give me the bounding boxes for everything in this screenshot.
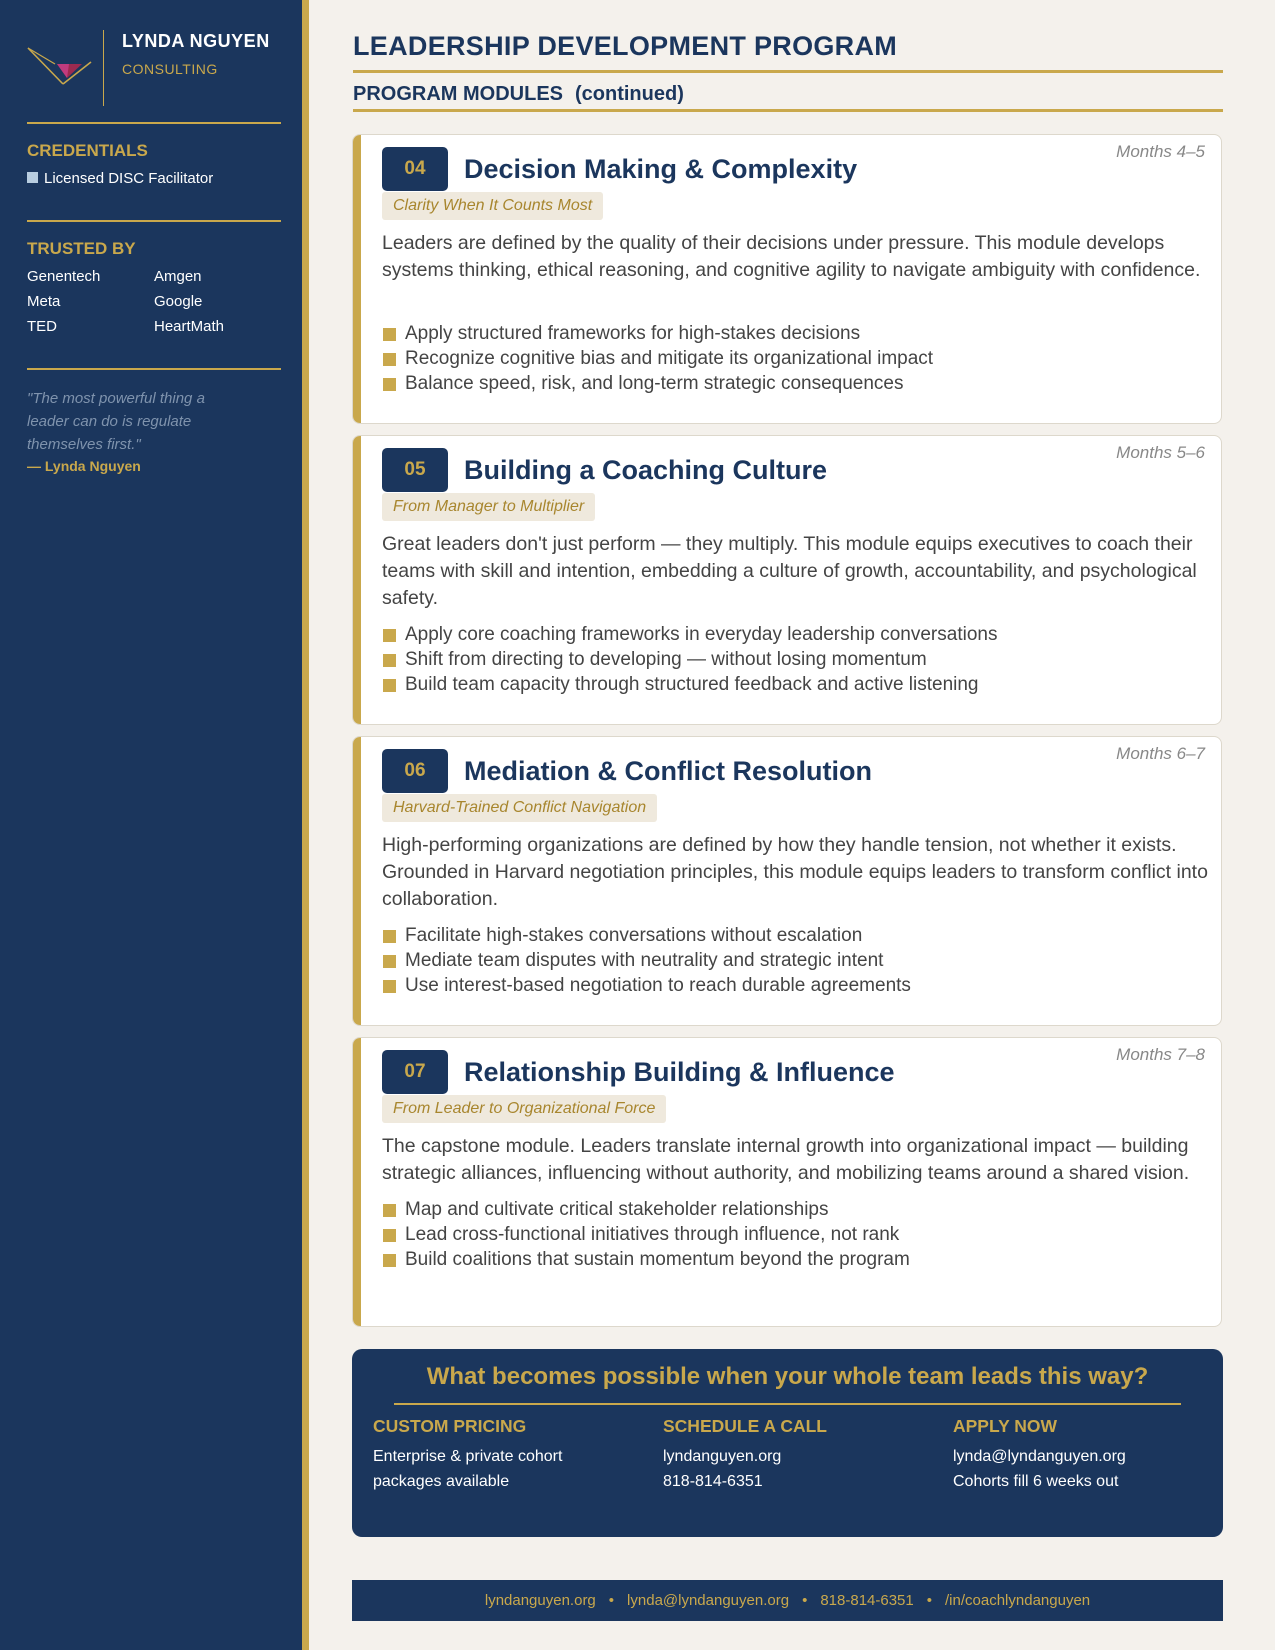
cta-column-heading: SCHEDULE A CALL — [663, 1416, 827, 1436]
module-description: The capstone module. Leaders translate internal growth into organizational impact — building strategic alliances, influencing without authority, and mobilizing teams around a shared vision. — [382, 1135, 1190, 1184]
module-number-badge: 05 — [382, 448, 448, 492]
client-name: Google — [154, 293, 203, 310]
module-number-badge: 07 — [382, 1050, 448, 1094]
bullet-text: Lead cross-functional initiatives through influence, not rank — [405, 1224, 900, 1245]
module-title: Relationship Building & Influence — [464, 1057, 895, 1087]
module-card — [352, 736, 1222, 1026]
square-bullet-icon — [383, 1229, 396, 1242]
bullet-text: Balance speed, risk, and long-term strategic consequences — [405, 373, 904, 394]
sidebar — [0, 0, 302, 1650]
cta-column-pricing — [373, 1416, 633, 1494]
sidebar-quote: "The most powerful thing a leader can do is regulate themselves first." — [27, 390, 205, 453]
square-bullet-icon — [383, 930, 396, 943]
bullet-text: Map and cultivate critical stakeholder relationships — [405, 1199, 829, 1220]
module-card — [352, 134, 1222, 424]
cta-line: packages available — [373, 1473, 510, 1490]
list-item — [382, 923, 1208, 948]
module-months: Months 4–5 — [1116, 142, 1205, 161]
sidebar-divider — [27, 122, 281, 124]
bullet-text: Use interest-based negotiation to reach durable agreements — [405, 975, 911, 996]
module-card — [352, 1037, 1222, 1327]
section-rule — [353, 109, 1223, 112]
logo-mark-icon — [27, 44, 93, 90]
brand-name: LYNDA NGUYEN — [122, 31, 270, 51]
footer-email-link[interactable]: lynda@lyndanguyen.org — [627, 1592, 790, 1609]
list-item — [382, 1197, 1208, 1222]
module-title: Decision Making & Complexity — [464, 154, 858, 184]
module-number-badge: 04 — [382, 147, 448, 191]
cta-column-heading: CUSTOM PRICING — [373, 1416, 527, 1436]
cta-column-heading: APPLY NOW — [953, 1416, 1058, 1436]
cta-line: Cohorts fill 6 weeks out — [953, 1473, 1119, 1490]
bullet-text: Shift from directing to developing — without losing momentum — [405, 649, 927, 670]
phone-link[interactable]: 818-814-6351 — [663, 1473, 763, 1490]
square-bullet-icon — [383, 629, 396, 642]
module-bullet-list — [382, 1197, 1208, 1272]
cta-line: Enterprise & private cohort — [373, 1448, 563, 1465]
square-bullet-icon — [383, 679, 396, 692]
list-item — [382, 622, 1208, 647]
bullet-text: Build coalitions that sustain momentum beyond the program — [405, 1249, 910, 1270]
module-bullet-list — [382, 321, 1208, 396]
footer-linkedin-link[interactable]: /in/coachlyndanguyen — [945, 1592, 1091, 1609]
square-bullet-icon — [383, 1204, 396, 1217]
trusted-by-heading: TRUSTED BY — [27, 239, 136, 258]
cta-heading: What becomes possible when your whole team leads this way? — [426, 1363, 1149, 1390]
cta-column-apply — [953, 1416, 1213, 1494]
bullet-text: Facilitate high-stakes conversations without escalation — [405, 925, 863, 946]
list-item — [382, 1247, 1208, 1272]
module-months: Months 7–8 — [1116, 1045, 1205, 1064]
module-description: Leaders are defined by the quality of their decisions under pressure. This module develops systems thinking, ethical reasoning, and cognitive agility to navigate ambiguity with confidence. — [382, 232, 1201, 281]
module-bullet-list — [382, 923, 1208, 998]
list-item — [382, 1222, 1208, 1247]
bullet-text: Apply core coaching frameworks in everyday leadership conversations — [405, 624, 998, 645]
section-note: (continued) — [575, 83, 684, 105]
square-bullet-icon — [383, 328, 396, 341]
title-rule — [353, 70, 1223, 73]
client-name: Genentech — [27, 268, 101, 285]
email-link[interactable]: lynda@lyndanguyen.org — [953, 1448, 1126, 1465]
brand-divider — [103, 30, 104, 106]
website-link[interactable]: lyndanguyen.org — [663, 1448, 782, 1465]
footer-phone-link[interactable]: 818-814-6351 — [820, 1592, 914, 1609]
module-accent-bar — [353, 737, 361, 1025]
module-card — [352, 435, 1222, 725]
sidebar-divider — [27, 368, 281, 370]
module-accent-bar — [353, 436, 361, 724]
bullet-text: Apply structured frameworks for high-stakes decisions — [405, 323, 861, 344]
module-number-badge: 06 — [382, 749, 448, 793]
list-item — [382, 672, 1208, 697]
brand-subtitle: CONSULTING — [122, 61, 218, 77]
client-name: Amgen — [154, 268, 202, 285]
square-bullet-icon — [383, 378, 396, 391]
module-months: Months 5–6 — [1116, 443, 1205, 462]
section-title — [353, 83, 684, 106]
client-name: Meta — [27, 293, 61, 310]
list-item — [382, 346, 1208, 371]
square-bullet-icon — [383, 1254, 396, 1267]
footer-website-link[interactable]: lyndanguyen.org — [484, 1592, 596, 1609]
square-bullet-icon — [27, 172, 38, 183]
module-months: Months 6–7 — [1116, 744, 1205, 763]
bullet-text: Recognize cognitive bias and mitigate its organizational impact — [405, 348, 934, 369]
list-item — [382, 647, 1208, 672]
footer-separator: • — [802, 1592, 808, 1609]
square-bullet-icon — [383, 955, 396, 968]
sidebar-divider — [27, 220, 281, 222]
credentials-heading: CREDENTIALS — [27, 141, 148, 160]
cta-column-schedule — [663, 1416, 923, 1494]
module-tagline: From Leader to Organizational Force — [382, 1095, 666, 1123]
module-accent-bar — [353, 135, 361, 423]
bullet-text: Mediate team disputes with neutrality and strategic intent — [405, 950, 884, 971]
module-title: Building a Coaching Culture — [464, 455, 827, 485]
list-item — [382, 973, 1208, 998]
credential-label: Licensed DISC Facilitator — [44, 170, 214, 187]
module-accent-bar — [353, 1038, 361, 1326]
footer-bar — [352, 1580, 1223, 1621]
section-label: PROGRAM MODULES — [353, 83, 563, 105]
list-item — [382, 371, 1208, 396]
module-tagline: Harvard-Trained Conflict Navigation — [382, 794, 657, 822]
credential-item — [27, 170, 213, 187]
client-name: TED — [27, 318, 57, 335]
module-tagline: From Manager to Multiplier — [382, 493, 595, 521]
list-item — [382, 948, 1208, 973]
square-bullet-icon — [383, 980, 396, 993]
module-tagline: Clarity When It Counts Most — [382, 192, 603, 220]
quote-attribution: — Lynda Nguyen — [27, 458, 141, 474]
module-title: Mediation & Conflict Resolution — [464, 756, 872, 786]
module-description: High-performing organizations are defined by how they handle tension, not whether it exists. Grounded in Harvard negotiation principles, this module equips leaders to transform conflict into collaboration. — [382, 834, 1208, 910]
page-title: LEADERSHIP DEVELOPMENT PROGRAM — [353, 31, 898, 61]
module-bullet-list — [382, 622, 1208, 697]
module-description: Great leaders don't just perform — they multiply. This module equips executives to coach their teams with skill and intention, embedding a culture of growth, accountability, and psychological safety. — [382, 533, 1197, 609]
brand-block — [27, 30, 277, 108]
call-to-action-panel — [352, 1349, 1223, 1537]
square-bullet-icon — [383, 353, 396, 366]
sidebar-gold-stripe — [302, 0, 309, 1650]
cta-rule — [394, 1403, 1181, 1405]
list-item — [382, 321, 1208, 346]
client-name: HeartMath — [154, 318, 225, 335]
bullet-text: Build team capacity through structured feedback and active listening — [405, 674, 979, 695]
footer-separator: • — [926, 1592, 933, 1609]
square-bullet-icon — [383, 654, 396, 667]
footer-separator: • — [608, 1592, 615, 1609]
